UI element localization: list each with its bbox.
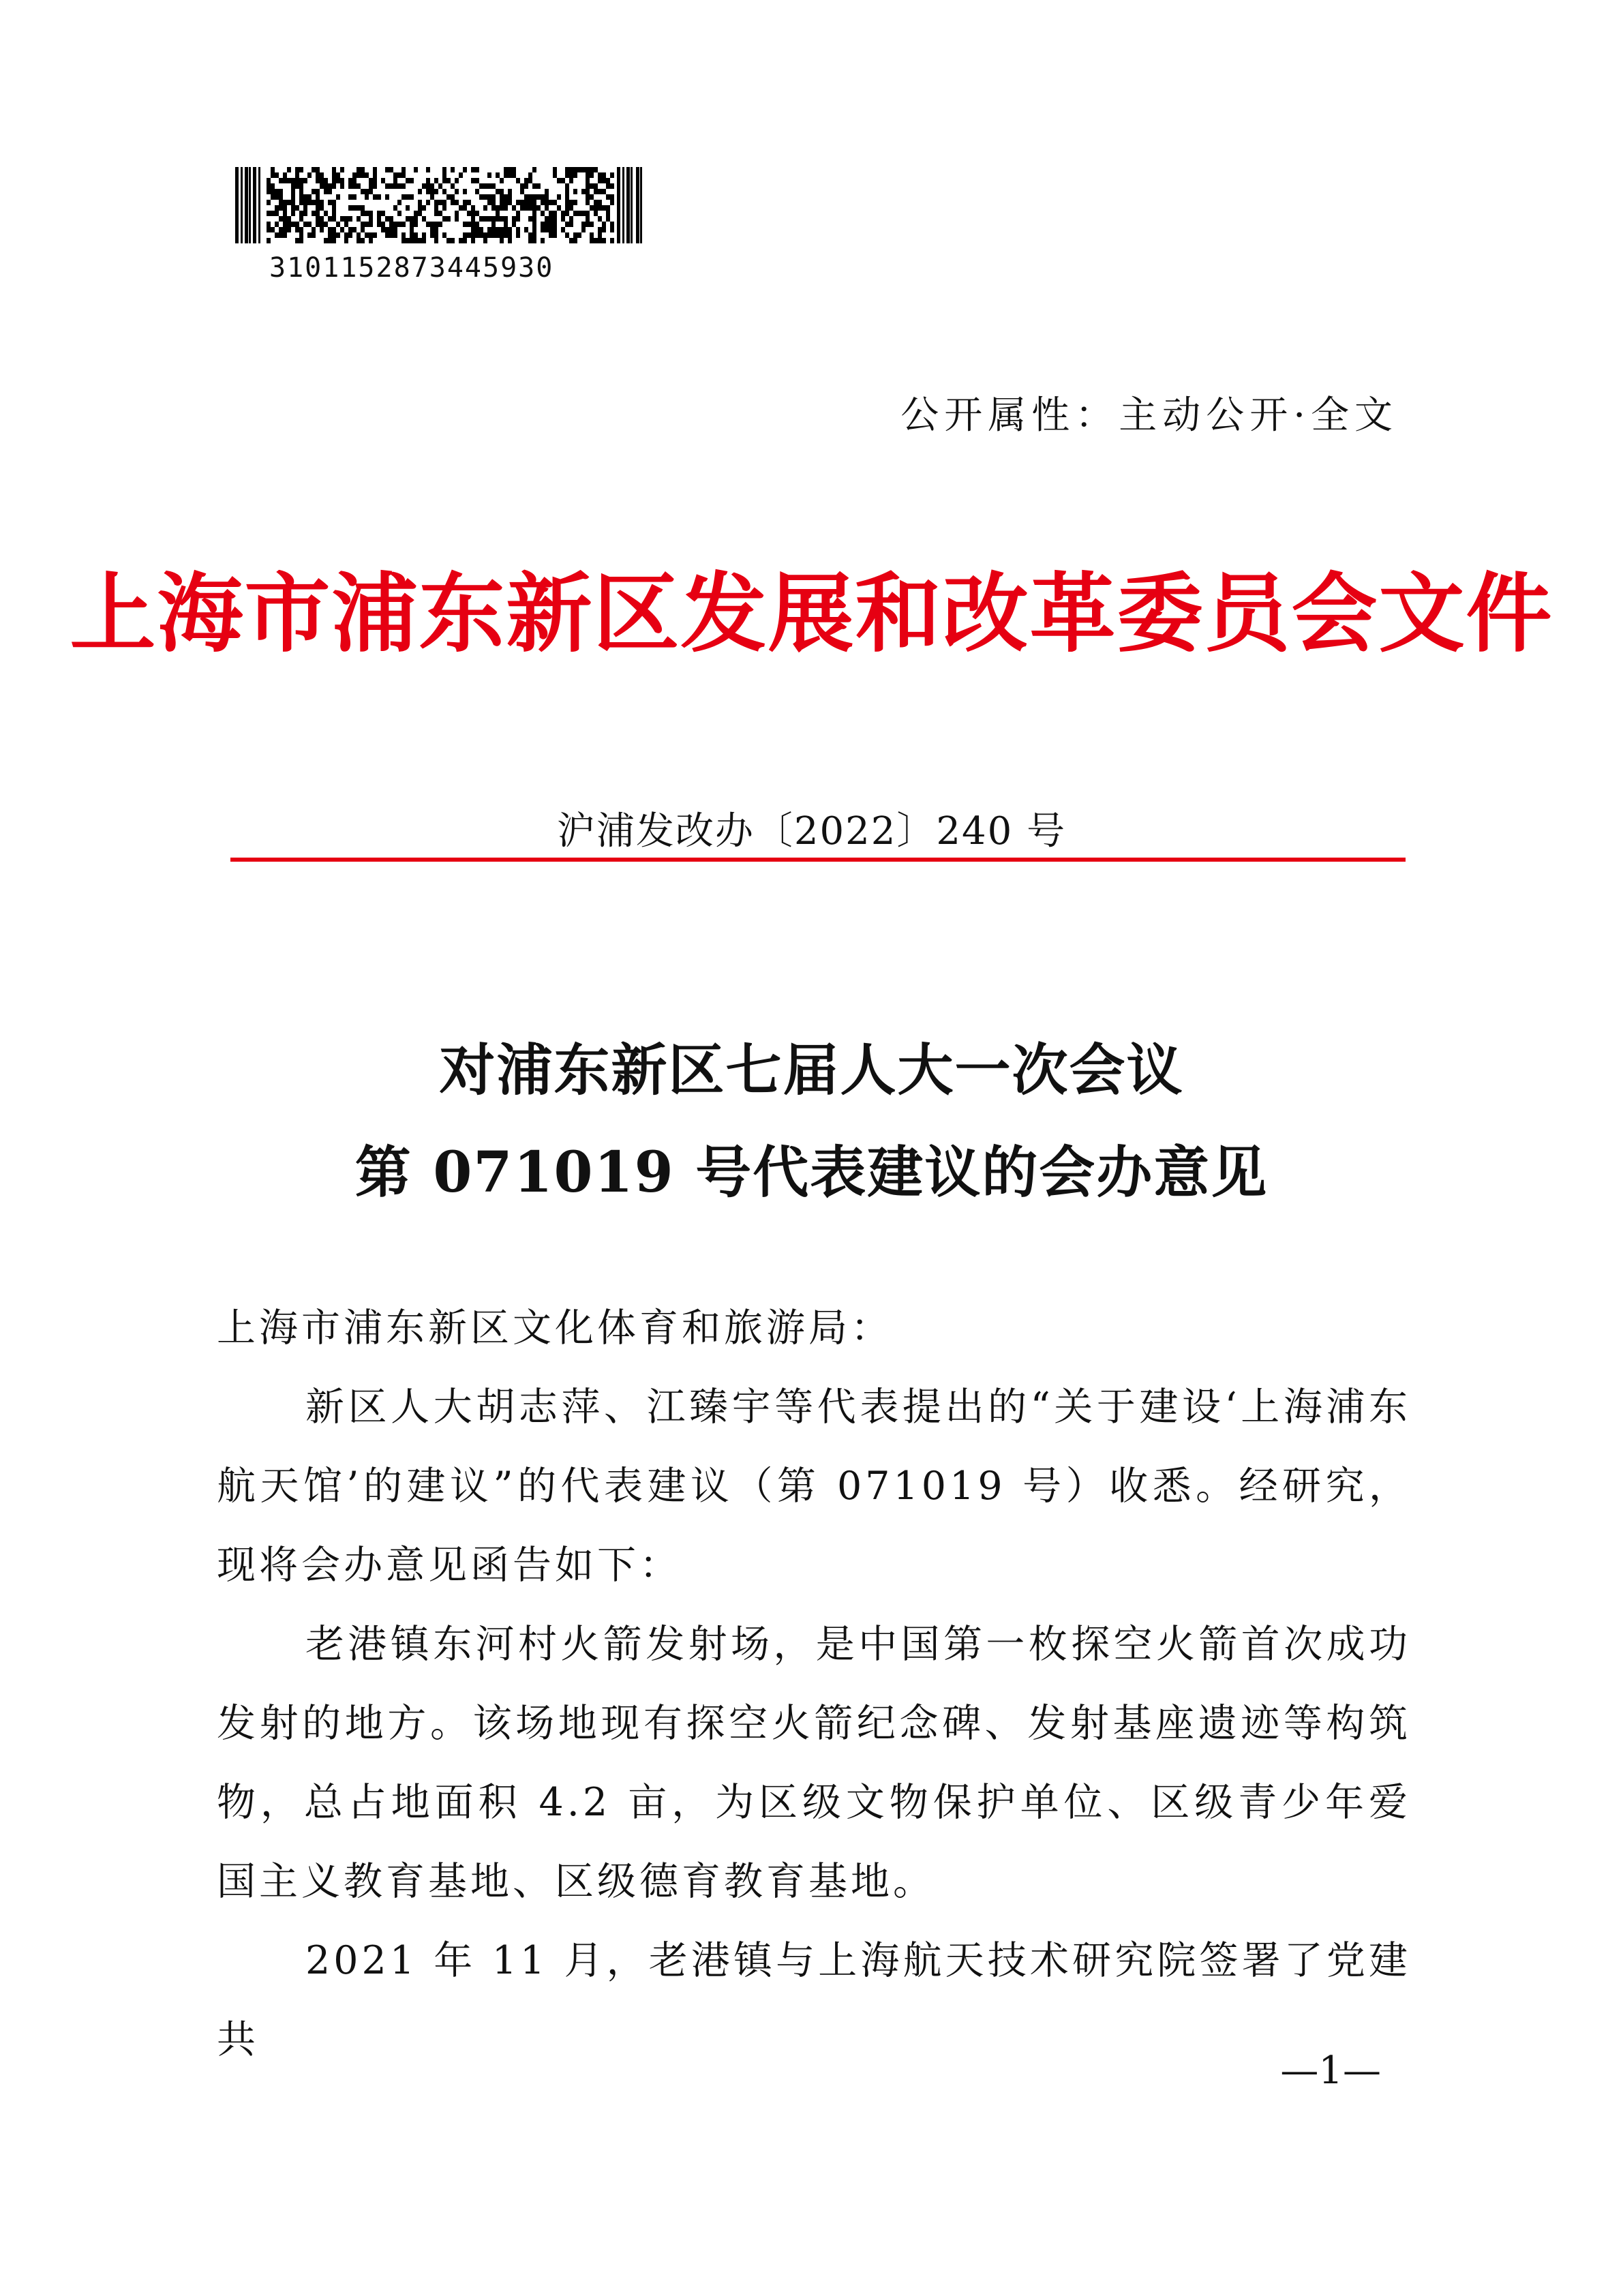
barcode-image	[235, 167, 644, 243]
issuer-header: 上海市浦东新区发展和改革委员会文件	[70, 563, 1553, 664]
body-paragraph-2: 老港镇东河村火箭发射场，是中国第一枚探空火箭首次成功发射的地方。该场地现有探空火箭纪念碑、发射基座遗迹等构筑物，总占地面积 4.2 亩，为区级文物保护单位、区级青少年爱国主义教育基地、区级德育教育基地。	[217, 1622, 1411, 1904]
disclosure-attribute: 公开属性：主动公开·全文	[900, 393, 1398, 438]
document-title-line-2: 第 071019 号代表建议的会办意见	[354, 1140, 1269, 1205]
document-body	[217, 1288, 1411, 2079]
document-number: 沪浦发改办〔2022〕240 号	[556, 809, 1067, 854]
body-paragraph-3: 2021 年 11 月，老港镇与上海航天技术研究院签署了党建共	[217, 1938, 1411, 2062]
red-separator-line	[230, 858, 1406, 862]
body-paragraph-1: 新区人大胡志萍、江臻宇等代表提出的“关于建设‘上海浦东航天馆’的建议”的代表建议（第 071019 号）收悉。经研究，现将会办意见函告如下：	[217, 1385, 1411, 1588]
document-title-line-1: 对浦东新区七届人大一次会议	[439, 1038, 1184, 1103]
barcode-bars	[235, 167, 642, 243]
page-number: —1—	[1280, 2049, 1381, 2093]
salutation: 上海市浦东新区文化体育和旅游局：	[217, 1305, 893, 1350]
barcode-number: 3101152873445930	[269, 252, 554, 284]
